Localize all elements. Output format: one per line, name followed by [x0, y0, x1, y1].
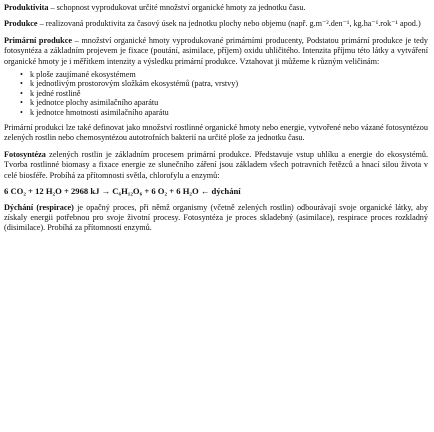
definition-produktivita: – schopnost vyprodukovat určité množství organické hmoty za jednotku času. [48, 3, 306, 12]
photosynthesis-equation: 6 CO₂ + 12 H₂O + 2968 kJ → C₆H₁₂O₆ + 6 O₂ + 6 H₂O ← dýchání [4, 186, 241, 197]
paragraph-primarni-definice: Primární produkci lze také definovat jako množství rostlinné organické hmoty nebo energie, vytvořené nebo vázané fotosyntézou zelených rostlin nebo chemosyntézou autotrofních bakterií na určité ploše za jednotku času. [4, 123, 428, 143]
bullet-icon: • [20, 79, 23, 89]
list-item: • k jednotce plochy asimilačního aparátu [20, 98, 159, 108]
term-primarni-produkce: Primární produkce [4, 35, 72, 45]
bullet-icon: • [20, 88, 23, 98]
list-item: • k jednotce hmotnosti asimilačního aparátu [20, 107, 169, 117]
term-produktivita: Produktivita [4, 3, 49, 12]
definition-primarni-produkce: – množství organické hmoty vyprodukované primárními producenty, Podstatou primární produkce je tedy fotosyntéza a základním projevem je fixace (poutání, asimilace, příjem) oxidu uhličitého. Intenzita příjmu této látky a vytváření organické hmoty je i měřítkem intenzity a výsledku primární produkce. Vztahovat ji můžeme k různým veličinám: [4, 35, 428, 66]
definition-produkce: – realizovaná produktivita za časový úsek na jednotku plochy nebo objemu (např. g.m⁻².den⁻¹, kg.ha⁻¹.rok⁻¹ apod.) [37, 19, 421, 29]
list-item: • k jednotlivým prostorovým složkám ekosystémů (patra, vrstvy) [20, 79, 239, 89]
bullet-icon: • [20, 98, 23, 108]
paragraph-produktivita [4, 3, 428, 13]
term-fotosynteza: Fotosyntéza [4, 149, 46, 159]
list-item: • k ploše zaujímané ekosystémem [20, 70, 136, 80]
term-dychani: Dýchání (respirace) [4, 202, 74, 212]
bullet-icon: • [20, 70, 23, 80]
paragraph-produkce [4, 19, 428, 29]
definition-fotosynteza: zelených rostlin je základním procesem primární produkce. Představuje vstup uhlíku a energie do ekosystémů. Tvorba rostlinné biomasy a fixace energie ze slunečního záření jsou základem všech potravních řetězců a hnací silou života v celé biosféře. Probíhá za přítomnosti světla, chlorofylu a enzymů: [4, 149, 428, 180]
paragraph-primarni-produkce [4, 36, 428, 67]
veliciny-list [4, 70, 428, 117]
list-item: • k jedné rostlině [20, 88, 81, 98]
definition-dychani: je opačný proces, při němž organismy (včetně zelených rostlin) odbourávají svoje organické látky, aby získaly energii potřebnou pro svoje životní procesy. Fotosyntéza je proces skladebný (asimilace), respirace proces rozkladný (disimilace). Probíhá za přítomnosti enzymů. [4, 202, 428, 233]
term-produkce: Produkce [4, 19, 38, 29]
paragraph-dychani [4, 203, 428, 234]
paragraph-fotosynteza [4, 150, 428, 181]
bullet-icon: • [20, 107, 23, 117]
